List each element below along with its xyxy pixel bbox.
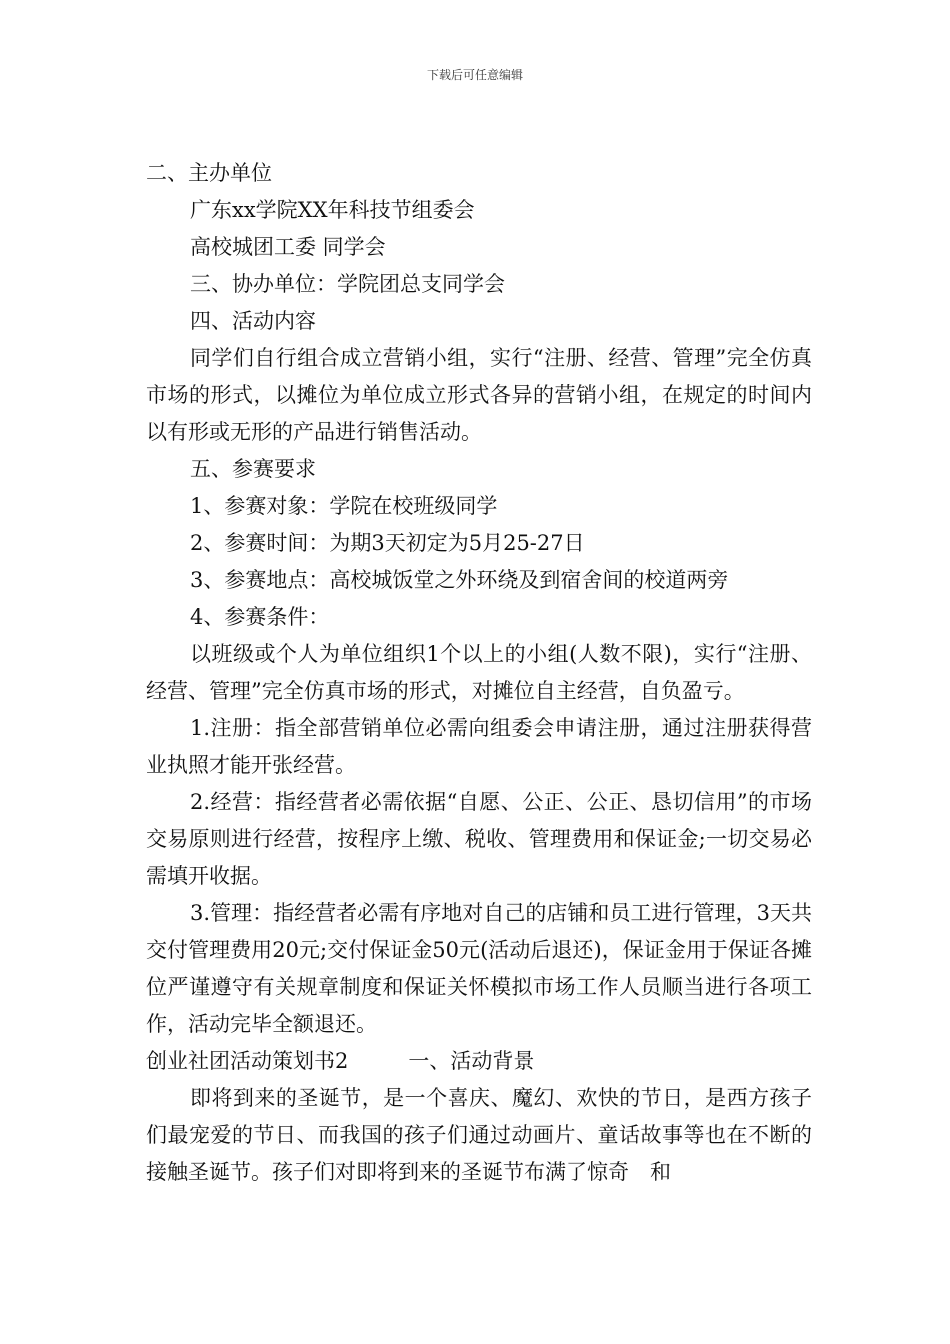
paragraph: 1.注册：指全部营销单位必需向组委会申请注册，通过注册获得营业执照才能开张经营。 [146, 716, 812, 777]
paragraph: 同学们自行组合成立营销小组，实行“注册、经营、管理”完全仿真市场的形式，以摊位为单位成立形式各异的营销小组，在规定的时间内以有形或无形的产品进行销售活动。 [146, 346, 812, 444]
section-heading-activity-content: 四、活动内容 [190, 309, 316, 333]
paragraph: 高校城团工委 同学会 [190, 235, 386, 259]
paragraph: 即将到来的圣诞节，是一个喜庆、魔幻、欢快的节日，是西方孩子们最宠爱的节日、而我国的孩子们通过动画片、童话故事等也在不断的接触圣诞节。孩子们对即将到来的圣诞节布满了惊奇 和 [146, 1086, 812, 1184]
section2-title: 创业社团活动策划书2 [146, 1049, 349, 1073]
list-item: 2、参赛时间：为期3天初定为5月25-27日 [190, 531, 585, 555]
section-heading-requirements: 五、参赛要求 [190, 457, 316, 481]
section2-heading: 一、活动背景 [408, 1049, 535, 1073]
paragraph: 广东xx学院XX年科技节组委会 [190, 198, 475, 222]
paragraph: 3.管理：指经营者必需有序地对自己的店铺和员工进行管理，3天共交付管理费用20元;交付保证金50元(活动后退还)，保证金用于保证各摊位严谨遵守有关规章制度和保证关怀模拟市场工作人员顺当进行各项工作，活动完毕全额退还。 [146, 901, 812, 1036]
paragraph: 以班级或个人为单位组织1个以上的小组(人数不限)，实行“注册、经营、管理”完全仿真市场的形式，对摊位自主经营，自负盈亏。 [146, 642, 812, 703]
section2-title-line [146, 1043, 812, 1080]
list-item: 4、参赛条件： [190, 605, 330, 629]
paragraph: 2.经营：指经营者必需依据“自愿、公正、公正、恳切信用”的市场交易原则进行经营，按程序上缴、税收、管理费用和保证金;一切交易必需填开收据。 [146, 790, 812, 888]
section-heading-co-organizer: 三、协办单位：学院团总支同学会 [190, 272, 505, 296]
page-header: 下载后可任意编辑 [426, 68, 523, 82]
document-body [146, 155, 812, 1191]
section-heading-organizer: 二、主办单位 [146, 161, 272, 185]
list-item: 3、参赛地点：高校城饭堂之外环绕及到宿舍间的校道两旁 [190, 568, 729, 592]
list-item: 1、参赛对象：学院在校班级同学 [190, 494, 498, 518]
